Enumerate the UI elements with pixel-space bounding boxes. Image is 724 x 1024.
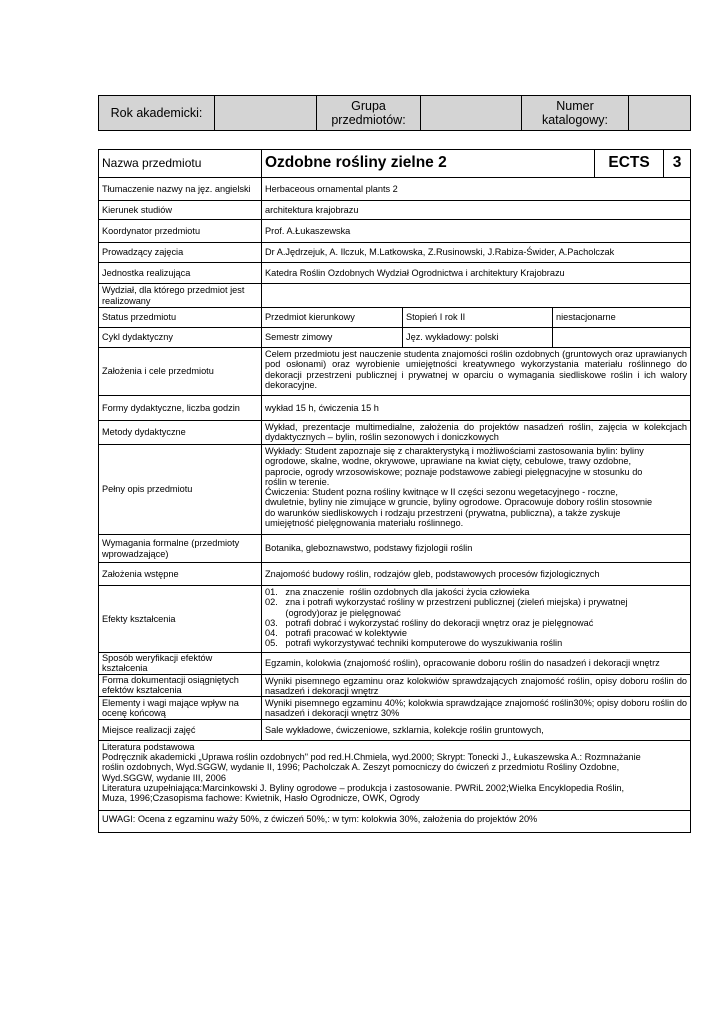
nazwa-label: Nazwa przedmiotu	[99, 150, 262, 178]
literatura-line: roślin ozdobnych, Wyd.SGGW, wydanie II, 1996; Pacholczak A. Zeszyt pomocniczy do ćwiczeń z przedmiotu Rośliny Ozdobne,	[102, 762, 620, 773]
row-tlumaczenie	[99, 178, 691, 201]
ects-label: ECTS	[595, 150, 664, 178]
row-status	[99, 308, 691, 328]
metody-label: Metody dydaktyczne	[99, 421, 262, 445]
prowadzacy-label: Prowadzący zajęcia	[99, 243, 262, 263]
efekt-item: (ogrody)oraz je pielęgnować	[265, 607, 401, 618]
literatura-line: Wyd.SGGW, wydanie III, 2006	[102, 772, 226, 783]
wydzial-label: Wydział, dla którego przedmiot jest realizowany	[99, 284, 262, 308]
cykl-label: Cykl dydaktyczny	[99, 328, 262, 348]
course-table	[98, 149, 691, 833]
row-prowadzacy	[99, 243, 691, 263]
row-sposob	[99, 653, 691, 675]
zalozenia-label: Założenia i cele przedmiotu	[99, 348, 262, 396]
tlumaczenie-label: Tłumaczenie nazwy na jęz. angielski	[99, 178, 262, 201]
rok-akademicki-label: Rok akademicki:	[99, 96, 215, 131]
row-cykl	[99, 328, 691, 348]
row-formy	[99, 396, 691, 421]
row-zalozenia-wstepne	[99, 563, 691, 586]
literatura-line: Muza, 1996;Czasopisma fachowe: Kwietnik, Hasło Ogrodnicze, OWK, Ogrody	[102, 793, 420, 804]
formy-label: Formy dydaktyczne, liczba godzin	[99, 396, 262, 421]
opis-line: do warunków siedliskowych i rodzaju przestrzeni (prywatna, publiczna), a także zyskuje	[265, 507, 621, 518]
opis-line: Wykłady: Student zapoznaje się z charakterystyką i możliwościami zastosowania bylin: byliny	[265, 446, 644, 456]
literatura-value	[99, 740, 691, 810]
efekt-item: 02. zna i potrafi wykorzystać rośliny w przestrzeni publicznej (zieleń miejska) i prywatnej	[265, 597, 628, 608]
prowadzacy-value: Dr A.Jędrzejuk, A. Ilczuk, M.Latkowska, Z.Rusinowski, J.Rabiza-Świder, A.Pacholczak	[262, 243, 691, 263]
numer-katalogowy-value	[629, 96, 691, 131]
efekt-item: 05. potrafi wykorzystywać techniki komputerowe do wyszukiwania roślin	[265, 638, 563, 649]
forma-dokumentacji-label: Forma dokumentacji osiągniętych efektów kształcenia	[99, 674, 262, 697]
efekty-value	[262, 586, 691, 653]
grupa-przedmiotow-label: Grupa przedmiotów:	[317, 96, 421, 131]
efekt-item: 03. potrafi dobrać i wykorzystać rośliny do dekoracji wnętrz oraz je pielęgnować	[265, 617, 594, 628]
status-value: Przedmiot kierunkowy	[262, 308, 403, 328]
opis-line: dwuletnie, byliny nie zimujące w gruncie, byliny ogrodowe. Opracowuje dobory roślin stosownie	[265, 497, 653, 508]
tlumaczenie-value: Herbaceous ornamental plants 2	[262, 178, 691, 201]
tryb-value: niestacjonarne	[553, 308, 691, 328]
jednostka-value: Katedra Roślin Ozdobnych Wydział Ogrodnictwa i architektury Krajobrazu	[262, 263, 691, 284]
opis-line: roślin w terenie.	[265, 476, 330, 487]
literatura-line: Literatura podstawowa	[102, 741, 195, 752]
miejsce-label: Miejsce realizacji zajęć	[99, 719, 262, 740]
efekt-item: 04. potrafi pracować w kolektywie	[265, 628, 407, 639]
ects-value: 3	[664, 150, 691, 178]
row-elementy	[99, 697, 691, 720]
row-nazwa	[99, 150, 691, 178]
rok-akademicki-value	[215, 96, 317, 131]
row-metody	[99, 421, 691, 445]
row-efekty	[99, 586, 691, 653]
row-kierunek	[99, 201, 691, 220]
metody-value: Wykład, prezentacje multimedialne, założenia do projektów nasadzeń roślin, zajęcia w kolekcjach dydaktycznych – bylin, roślin sezonowych i doniczkowych	[262, 421, 691, 445]
numer-katalogowy-label: Numer katalogowy:	[522, 96, 629, 131]
efekt-item: 01. zna znaczenie roślin ozdobnych dla jakości życia człowieka	[265, 587, 530, 597]
row-wydzial	[99, 284, 691, 308]
nazwa-value: Ozdobne rośliny zielne 2	[262, 150, 595, 178]
kierunek-label: Kierunek studiów	[99, 201, 262, 220]
cykl-empty	[553, 328, 691, 348]
row-uwagi	[99, 810, 691, 832]
zalozenia-wstepne-label: Założenia wstępne	[99, 563, 262, 586]
grupa-przedmiotow-value	[421, 96, 522, 131]
literatura-line: Literatura uzupełniająca:Marcinkowski J. Byliny ogrodowe – produkcja i zastosowanie. PWRiL 2002;Wielka Encyklopedia Roślin,	[102, 782, 625, 793]
efekty-label: Efekty kształcenia	[99, 586, 262, 653]
formy-value: wykład 15 h, ćwiczenia 15 h	[262, 396, 691, 421]
cykl-value: Semestr zimowy	[262, 328, 403, 348]
opis-value	[262, 445, 691, 535]
uwagi-value: UWAGI: Ocena z egzaminu waży 50%, z ćwiczeń 50%,: w tym: kolokwia 30%, założenia do projektów 20%	[99, 810, 691, 832]
sposob-value: Egzamin, kolokwia (znajomość roślin), opracowanie doboru roślin do nasadzeń i dekoracji wnętrz	[262, 653, 691, 675]
stopien-value: Stopień I rok II	[403, 308, 553, 328]
header-table	[98, 95, 691, 131]
opis-label: Pełny opis przedmiotu	[99, 445, 262, 535]
literatura-line: Podręcznik akademicki „Uprawa roślin ozdobnych" pod red.H.Chmiela, wyd.2000; Skrypt: Tonecki J., Łukaszewska A.: Rozmnażanie	[102, 752, 641, 763]
row-zalozenia	[99, 348, 691, 396]
wydzial-value	[262, 284, 691, 308]
opis-line: umiejętność pielęgnowania materiału roślinnego.	[265, 518, 464, 529]
row-literatura	[99, 740, 691, 810]
opis-line: Ćwiczenia: Student pozna rośliny kwitnące w II części sezonu wegetacyjnego - roczne,	[265, 487, 618, 498]
opis-line: ogrodowe, skalne, wodne, okrywowe, uprawiane na kwiat cięty, cebulowe, trawy ozdobne,	[265, 456, 631, 467]
elementy-label: Elementy i wagi mające wpływ na ocenę końcową	[99, 697, 262, 720]
row-wymagania	[99, 535, 691, 563]
miejsce-value: Sale wykładowe, ćwiczeniowe, szklarnia, kolekcje roślin gruntowych,	[262, 719, 691, 740]
elementy-value: Wyniki pisemnego egzaminu 40%; kolokwia sprawdzające znajomość roślin30%; opisy doboru roślin do nasadzeń i dekoracji wnętrz 30%	[262, 697, 691, 720]
jednostka-label: Jednostka realizująca	[99, 263, 262, 284]
zalozenia-wstepne-value: Znajomość budowy roślin, rodzajów gleb, podstawowych procesów fizjologicznych	[262, 563, 691, 586]
forma-dokumentacji-value: Wyniki pisemnego egzaminu oraz kolokwiów sprawdzających znajomość roślin, opisy doboru roślin do nasadzeń i dekoracji wnętrz	[262, 674, 691, 697]
status-label: Status przedmiotu	[99, 308, 262, 328]
wymagania-label: Wymagania formalne (przedmioty wprowadzające)	[99, 535, 262, 563]
row-jednostka	[99, 263, 691, 284]
wymagania-value: Botanika, gleboznawstwo, podstawy fizjologii roślin	[262, 535, 691, 563]
row-koordynator	[99, 220, 691, 243]
kierunek-value: architektura krajobrazu	[262, 201, 691, 220]
koordynator-label: Koordynator przedmiotu	[99, 220, 262, 243]
row-forma-dokumentacji	[99, 674, 691, 697]
koordynator-value: Prof. A.Łukaszewska	[262, 220, 691, 243]
zalozenia-value: Celem przedmiotu jest nauczenie studenta znajomości roślin ozdobnych (gruntowych oraz uprawianych pod osłonami) oraz wyrobienie umiejętności kreatywnego wykorzystania materiału roślinnego do dekoracji przestrzeni publicznej i prywatnej w oparciu o wymagania siedliskowe roślin i ich walory dekoracyjne.	[262, 348, 691, 396]
row-opis	[99, 445, 691, 535]
opis-line: paprocie, ogrody wrzosowiskowe; poznaje podstawowe zabiegi pielęgnacyjne w stosunku do	[265, 466, 643, 477]
row-miejsce	[99, 719, 691, 740]
efekty-list	[265, 587, 687, 649]
sposob-label: Sposób weryfikacji efektów kształcenia	[99, 653, 262, 675]
jezyk-value: Jęz. wykładowy: polski	[403, 328, 553, 348]
